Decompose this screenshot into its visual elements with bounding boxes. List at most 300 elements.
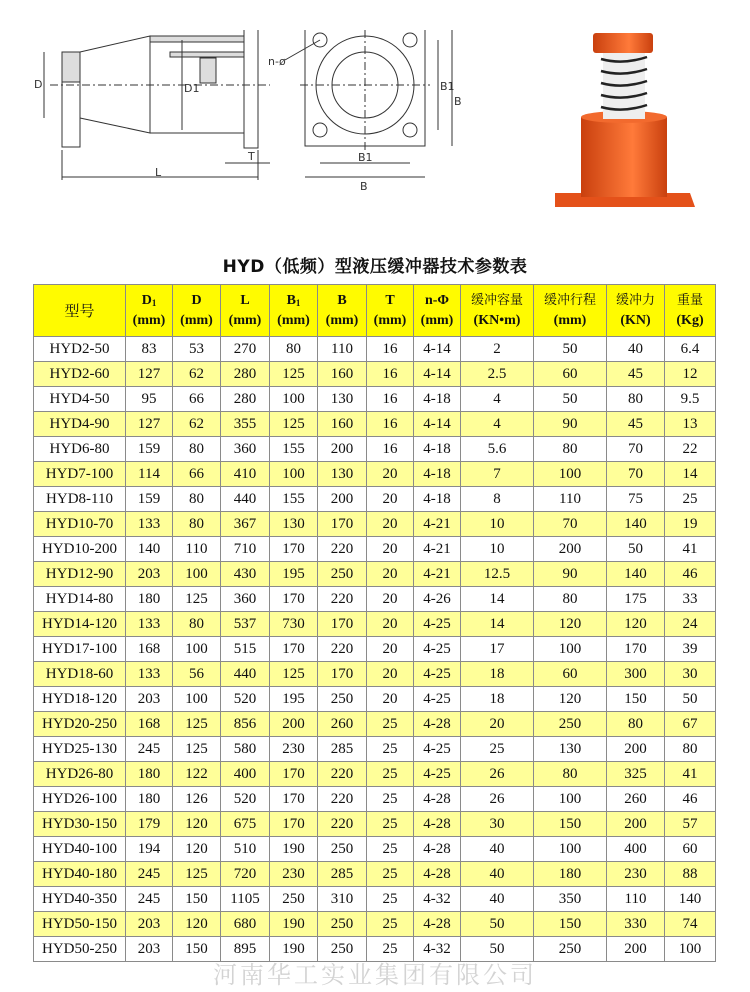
value-cell: 203 [126,687,173,712]
value-cell: 515 [221,637,270,662]
table-row [34,562,716,587]
value-cell: 159 [126,437,173,462]
value-cell: 170 [607,637,665,662]
value-cell: 80 [270,337,318,362]
value-cell: 170 [318,612,367,637]
value-cell: 230 [607,862,665,887]
value-cell: 125 [173,587,221,612]
value-cell: 45 [607,362,665,387]
value-cell: 250 [318,837,367,862]
header-row [34,285,716,337]
value-cell: 6.4 [665,337,716,362]
value-cell: 140 [607,512,665,537]
value-cell: 730 [270,612,318,637]
value-cell: 33 [665,587,716,612]
table-row [34,662,716,687]
value-cell: 155 [270,437,318,462]
value-cell: 4-18 [414,462,461,487]
value-cell: 280 [221,387,270,412]
table-row [34,837,716,862]
value-cell: 53 [173,337,221,362]
value-cell: 100 [534,637,607,662]
table-row [34,462,716,487]
value-cell: 168 [126,637,173,662]
value-cell: 20 [367,637,414,662]
value-cell: 66 [173,462,221,487]
header-unit: (KN•m) [473,312,521,328]
header-unit: (mm) [420,312,454,328]
value-cell: 4-26 [414,587,461,612]
value-cell: 39 [665,637,716,662]
column-header [318,285,367,337]
value-cell: 250 [534,937,607,962]
value-cell: 190 [270,912,318,937]
value-cell: 194 [126,837,173,862]
label-B: B [360,180,368,193]
header-top: 缓冲容量 [470,292,523,308]
table-title: HYD（低频）型液压缓冲器技术参数表 [222,257,528,277]
value-cell: 8 [461,487,534,512]
value-cell: 130 [318,462,367,487]
header-unit: (mm) [553,312,587,328]
value-cell: 57 [665,812,716,837]
value-cell: 25 [367,937,414,962]
value-cell: 400 [221,762,270,787]
value-cell: 100 [534,837,607,862]
value-cell: 190 [270,837,318,862]
model-cell: HYD2-60 [34,362,126,387]
value-cell: 133 [126,612,173,637]
model-cell: HYD8-110 [34,487,126,512]
value-cell: 230 [270,737,318,762]
value-cell: 150 [173,887,221,912]
value-cell: 130 [318,387,367,412]
value-cell: 200 [534,537,607,562]
model-cell: HYD50-150 [34,912,126,937]
value-cell: 80 [173,487,221,512]
value-cell: 67 [665,712,716,737]
value-cell: 16 [367,337,414,362]
table-row [34,737,716,762]
value-cell: 120 [607,612,665,637]
model-cell: HYD50-250 [34,937,126,962]
value-cell: 4-18 [414,487,461,512]
value-cell: 170 [270,587,318,612]
value-cell: 60 [534,362,607,387]
column-header [665,285,716,337]
value-cell: 16 [367,387,414,412]
table-row [34,812,716,837]
value-cell: 110 [173,537,221,562]
value-cell: 12.5 [461,562,534,587]
value-cell: 120 [534,687,607,712]
value-cell: 203 [126,562,173,587]
value-cell: 895 [221,937,270,962]
value-cell: 18 [461,662,534,687]
value-cell: 70 [534,512,607,537]
value-cell: 4-32 [414,887,461,912]
model-cell: HYD18-120 [34,687,126,712]
table-row [34,887,716,912]
value-cell: 25 [367,837,414,862]
value-cell: 4-14 [414,337,461,362]
value-cell: 170 [270,787,318,812]
value-cell: 160 [318,362,367,387]
value-cell: 30 [665,662,716,687]
value-cell: 50 [534,337,607,362]
value-cell: 285 [318,862,367,887]
value-cell: 80 [173,612,221,637]
value-cell: 710 [221,537,270,562]
header-top: 缓冲力 [615,292,655,308]
column-header [126,285,173,337]
value-cell: 230 [270,862,318,887]
label-T: T [248,150,255,163]
model-cell: HYD17-100 [34,637,126,662]
value-cell: 122 [173,762,221,787]
value-cell: 16 [367,412,414,437]
value-cell: 125 [173,862,221,887]
value-cell: 4-28 [414,837,461,862]
value-cell: 203 [126,912,173,937]
column-header [534,285,607,337]
value-cell: 25 [367,712,414,737]
value-cell: 4-14 [414,412,461,437]
value-cell: 170 [318,662,367,687]
table-row [34,787,716,812]
value-cell: 25 [367,862,414,887]
value-cell: 50 [665,687,716,712]
value-cell: 66 [173,387,221,412]
value-cell: 168 [126,712,173,737]
technical-drawing [20,30,480,220]
value-cell: 126 [173,787,221,812]
value-cell: 90 [534,562,607,587]
value-cell: 4-14 [414,362,461,387]
value-cell: 20 [367,462,414,487]
value-cell: 40 [461,862,534,887]
value-cell: 4 [461,412,534,437]
value-cell: 125 [173,737,221,762]
value-cell: 26 [461,762,534,787]
value-cell: 400 [607,837,665,862]
value-cell: 10 [461,512,534,537]
value-cell: 200 [318,437,367,462]
value-cell: 46 [665,562,716,587]
value-cell: 203 [126,937,173,962]
value-cell: 360 [221,587,270,612]
value-cell: 330 [607,912,665,937]
header-top: 缓冲行程 [543,292,596,308]
model-cell: HYD40-100 [34,837,126,862]
value-cell: 300 [607,662,665,687]
column-header [221,285,270,337]
label-n-phi: n-ø [268,55,286,68]
value-cell: 4-25 [414,612,461,637]
table-row [34,362,716,387]
value-cell: 510 [221,837,270,862]
value-cell: 310 [318,887,367,912]
header-unit: (mm) [228,312,262,328]
value-cell: 100 [173,637,221,662]
value-cell: 20 [367,587,414,612]
value-cell: 30 [461,812,534,837]
table-row [34,412,716,437]
table-row [34,712,716,737]
value-cell: 80 [534,762,607,787]
value-cell: 520 [221,787,270,812]
model-cell: HYD6-80 [34,437,126,462]
value-cell: 325 [607,762,665,787]
header-subscript: 1 [295,297,301,308]
value-cell: 245 [126,862,173,887]
value-cell: 25 [461,737,534,762]
value-cell: 720 [221,862,270,887]
value-cell: 18 [461,687,534,712]
value-cell: 260 [318,712,367,737]
value-cell: 25 [665,487,716,512]
value-cell: 170 [270,537,318,562]
value-cell: 355 [221,412,270,437]
value-cell: 159 [126,487,173,512]
value-cell: 130 [270,512,318,537]
value-cell: 180 [126,787,173,812]
value-cell: 245 [126,737,173,762]
value-cell: 4-18 [414,387,461,412]
company-watermark: 河南华工实业集团有限公司 [213,961,537,989]
label-B1: B1 [358,151,373,164]
value-cell: 4-28 [414,812,461,837]
value-cell: 4-28 [414,862,461,887]
value-cell: 270 [221,337,270,362]
value-cell: 80 [607,712,665,737]
value-cell: 100 [270,387,318,412]
value-cell: 25 [367,812,414,837]
value-cell: 220 [318,787,367,812]
value-cell: 2.5 [461,362,534,387]
value-cell: 4-21 [414,537,461,562]
value-cell: 140 [665,887,716,912]
value-cell: 13 [665,412,716,437]
value-cell: 9.5 [665,387,716,412]
value-cell: 17 [461,637,534,662]
header-top: 重量 [676,292,703,308]
value-cell: 127 [126,362,173,387]
value-cell: 83 [126,337,173,362]
value-cell: 25 [367,912,414,937]
value-cell: 46 [665,787,716,812]
value-cell: 180 [534,862,607,887]
value-cell: 520 [221,687,270,712]
value-cell: 4-25 [414,762,461,787]
table-row [34,437,716,462]
value-cell: 410 [221,462,270,487]
value-cell: 60 [665,837,716,862]
value-cell: 133 [126,662,173,687]
value-cell: 350 [534,887,607,912]
table-row [34,387,716,412]
header-top: B [337,292,347,308]
value-cell: 170 [270,637,318,662]
value-cell: 285 [318,737,367,762]
value-cell: 50 [607,537,665,562]
header-unit: (mm) [325,312,359,328]
header-top: 型号 [64,301,95,320]
value-cell: 40 [461,837,534,862]
value-cell: 45 [607,412,665,437]
value-cell: 120 [173,912,221,937]
value-cell: 360 [221,437,270,462]
value-cell: 220 [318,637,367,662]
value-cell: 140 [126,537,173,562]
value-cell: 120 [173,812,221,837]
value-cell: 16 [367,437,414,462]
value-cell: 130 [534,737,607,762]
model-cell: HYD10-70 [34,512,126,537]
value-cell: 180 [126,762,173,787]
value-cell: 220 [318,762,367,787]
value-cell: 127 [126,412,173,437]
value-cell: 190 [270,937,318,962]
label-L: L [155,166,162,179]
label-B1-vertical: B1 [440,80,455,93]
value-cell: 440 [221,662,270,687]
value-cell: 120 [534,612,607,637]
value-cell: 150 [607,687,665,712]
value-cell: 195 [270,687,318,712]
value-cell: 170 [270,812,318,837]
model-cell: HYD26-80 [34,762,126,787]
table-row [34,862,716,887]
column-header [461,285,534,337]
value-cell: 100 [173,562,221,587]
value-cell: 24 [665,612,716,637]
value-cell: 95 [126,387,173,412]
value-cell: 14 [665,462,716,487]
value-cell: 41 [665,537,716,562]
value-cell: 125 [270,662,318,687]
label-D1: D1 [184,82,200,95]
header-top: B [286,292,296,308]
value-cell: 155 [270,487,318,512]
model-cell: HYD20-250 [34,712,126,737]
table-row [34,687,716,712]
value-cell: 110 [607,887,665,912]
column-header [607,285,665,337]
value-cell: 4-21 [414,562,461,587]
header-top: D [191,292,202,308]
value-cell: 4-25 [414,662,461,687]
value-cell: 4-28 [414,787,461,812]
value-cell: 1105 [221,887,270,912]
value-cell: 10 [461,537,534,562]
model-cell: HYD14-120 [34,612,126,637]
table-row [34,487,716,512]
table-row [34,612,716,637]
value-cell: 200 [607,812,665,837]
value-cell: 114 [126,462,173,487]
value-cell: 175 [607,587,665,612]
value-cell: 41 [665,762,716,787]
value-cell: 50 [534,387,607,412]
value-cell: 170 [270,762,318,787]
column-header [34,285,126,337]
value-cell: 537 [221,612,270,637]
column-header [414,285,461,337]
value-cell: 260 [607,787,665,812]
model-cell: HYD40-350 [34,887,126,912]
value-cell: 14 [461,612,534,637]
value-cell: 22 [665,437,716,462]
value-cell: 80 [173,437,221,462]
value-cell: 100 [534,787,607,812]
header-unit: (Kg) [676,312,704,328]
value-cell: 19 [665,512,716,537]
header-subscript: 1 [151,297,157,308]
value-cell: 110 [534,487,607,512]
model-cell: HYD30-150 [34,812,126,837]
value-cell: 4-28 [414,712,461,737]
value-cell: 60 [534,662,607,687]
value-cell: 75 [607,487,665,512]
value-cell: 200 [607,737,665,762]
value-cell: 7 [461,462,534,487]
model-cell: HYD4-50 [34,387,126,412]
value-cell: 160 [318,412,367,437]
header-unit: (mm) [373,312,407,328]
value-cell: 88 [665,862,716,887]
value-cell: 440 [221,487,270,512]
value-cell: 250 [534,712,607,737]
model-cell: HYD2-50 [34,337,126,362]
table-row [34,637,716,662]
value-cell: 150 [534,812,607,837]
value-cell: 140 [607,562,665,587]
value-cell: 4-28 [414,912,461,937]
value-cell: 25 [367,762,414,787]
value-cell: 20 [367,562,414,587]
value-cell: 200 [607,937,665,962]
value-cell: 100 [270,462,318,487]
value-cell: 250 [318,687,367,712]
value-cell: 4-32 [414,937,461,962]
model-cell: HYD10-200 [34,537,126,562]
header-top: D [141,292,152,308]
value-cell: 4 [461,387,534,412]
spec-table [33,284,716,962]
value-cell: 680 [221,912,270,937]
column-header [367,285,414,337]
value-cell: 245 [126,887,173,912]
value-cell: 62 [173,412,221,437]
table-row [34,587,716,612]
table-row [34,537,716,562]
table-row [34,762,716,787]
value-cell: 5.6 [461,437,534,462]
value-cell: 150 [534,912,607,937]
table-row [34,337,716,362]
header-top: L [240,292,250,308]
value-cell: 125 [270,362,318,387]
value-cell: 250 [318,562,367,587]
value-cell: 56 [173,662,221,687]
value-cell: 4-18 [414,437,461,462]
value-cell: 80 [607,387,665,412]
value-cell: 100 [665,937,716,962]
value-cell: 20 [367,612,414,637]
model-cell: HYD12-90 [34,562,126,587]
value-cell: 100 [534,462,607,487]
